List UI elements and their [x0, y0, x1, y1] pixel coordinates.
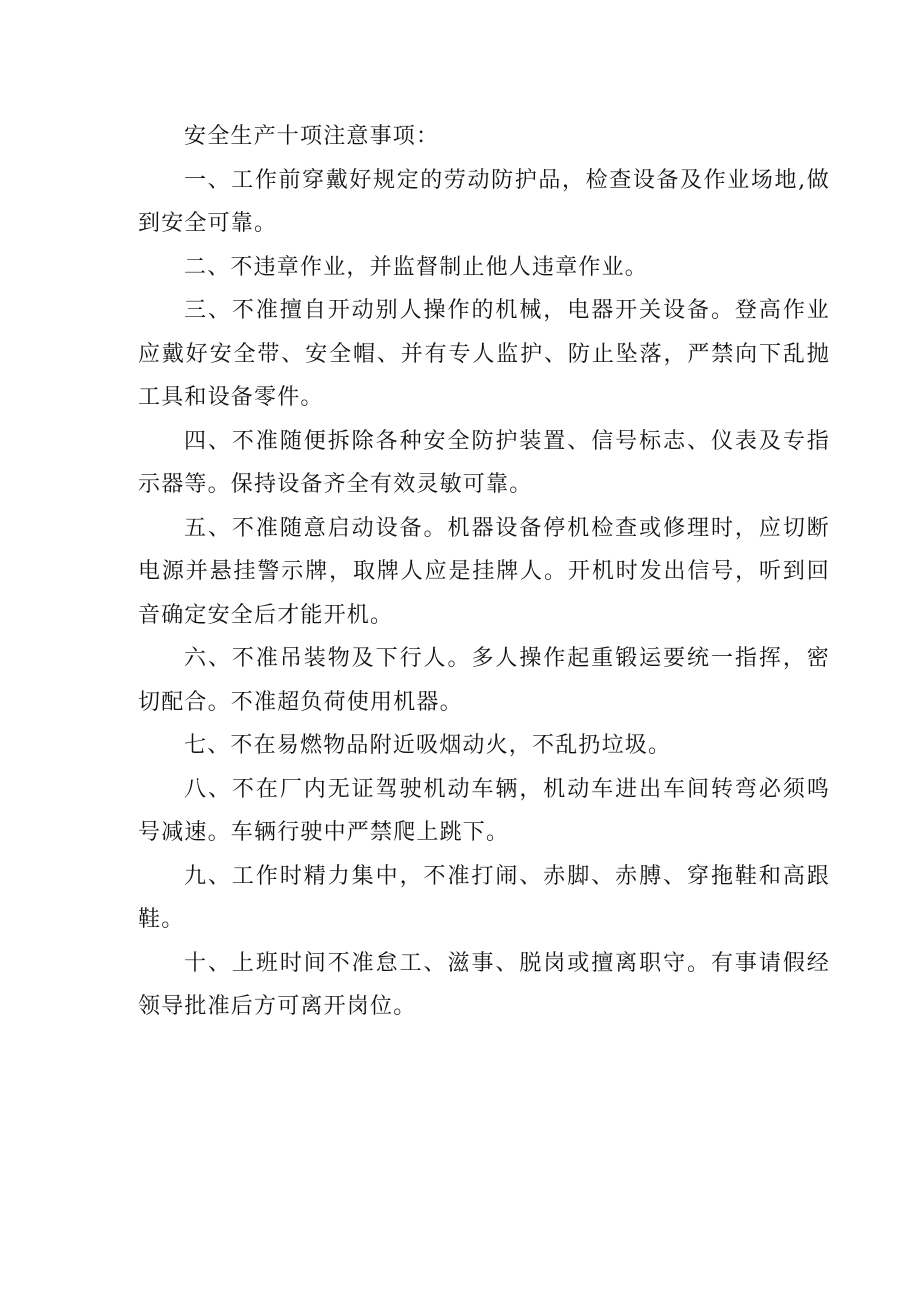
rule-item-7: 七、不在易燃物品附近吸烟动火，不乱扔垃圾。	[184, 733, 672, 758]
rule-item-6: 六、不准吊装物及下行人。多人操作起重锻运要统一指挥，密切配合。不准超负荷使用机器。	[138, 646, 830, 715]
rule-item-2: 二、不违章作业，并监督制止他人违章作业。	[184, 254, 649, 280]
rule-item-1: 一、工作前穿戴好规定的劳动防护品，检查设备及作业场地,做到安全可靠。	[138, 167, 830, 236]
rule-item-3: 三、不准擅自开动别人操作的机械，电器开关设备。登高作业应戴好安全带、安全帽、并有专人监护、防止坠落，严禁向下乱抛工具和设备零件。	[138, 298, 830, 410]
rule-item-10: 十、上班时间不准怠工、滋事、脱岗或擅离职守。有事请假经领导批准后方可离开岗位。	[138, 950, 830, 1019]
document-body	[138, 115, 830, 1029]
rule-item-5: 五、不准随意启动设备。机器设备停机检查或修理时，应切断电源并悬挂警示牌，取牌人应是挂牌人。开机时发出信号，听到回音确定安全后才能开机。	[138, 515, 830, 628]
rule-item-4: 四、不准随便拆除各种安全防护装置、信号标志、仪表及专指示器等。保持设备齐全有效灵敏可靠。	[138, 428, 830, 497]
rule-item-8: 八、不在厂内无证驾驶机动车辆，机动车进出车间转弯必须鸣号减速。车辆行驶中严禁爬上跳下。	[138, 776, 830, 845]
rule-item-9: 九、工作时精力集中，不准打闹、赤脚、赤膊、穿拖鞋和高跟鞋。	[138, 863, 830, 932]
document-heading: 安全生产十项注意事项：	[184, 124, 440, 149]
